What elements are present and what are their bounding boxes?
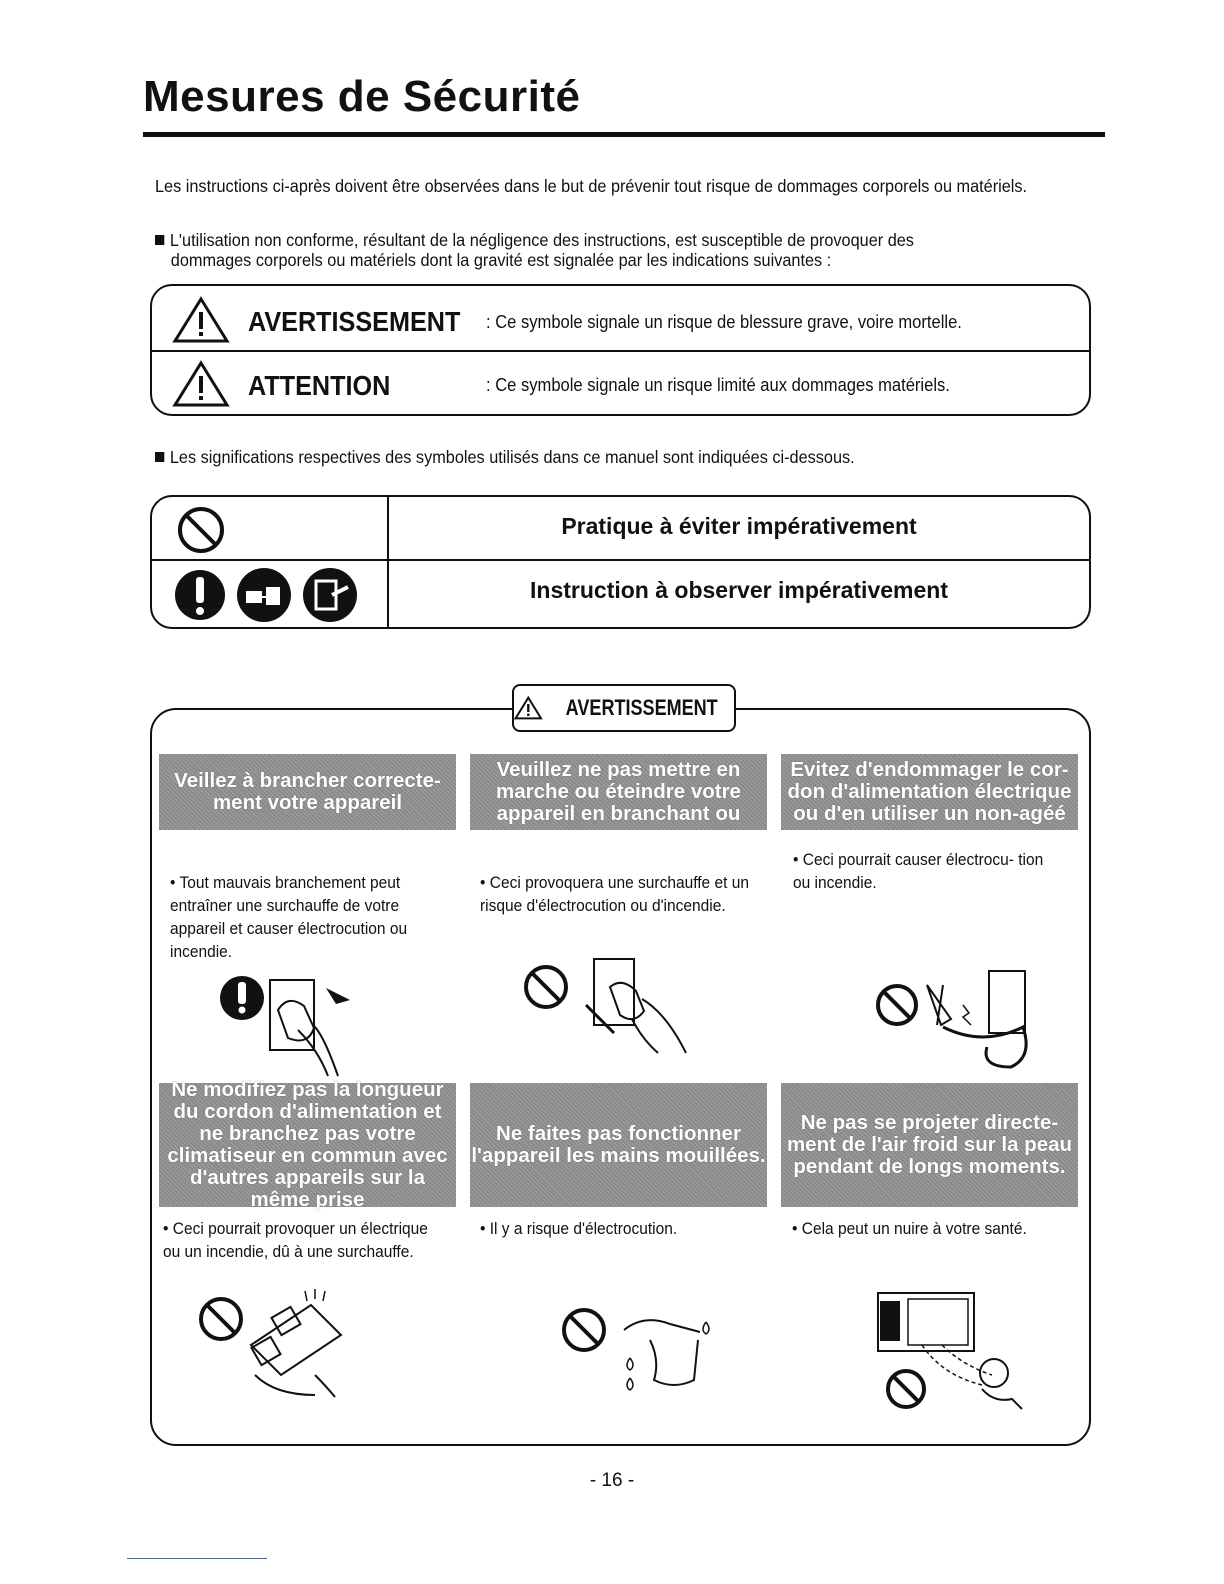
bullet-paragraph-2 xyxy=(155,447,1085,467)
unplug-illustration xyxy=(522,955,712,1055)
warning-heading-6 xyxy=(781,1083,1078,1207)
warning-note-6: • Cela peut un nuire à votre santé. xyxy=(792,1220,1027,1238)
warning-heading-text: Ne faites pas fonctionner l'appareil les mains mouillées. xyxy=(471,1122,766,1167)
page-number: - 16 - xyxy=(589,1470,635,1491)
ground-icon xyxy=(302,567,358,623)
bullet-paragraph-1 xyxy=(155,230,1085,270)
warning-heading-4 xyxy=(159,1078,456,1211)
legend-divider xyxy=(152,350,1089,352)
warning-heading-text: Ne pas se projeter directe- ment de l'air froid sur la peau pendant de longs moments. xyxy=(786,1111,1073,1178)
warning-note-2: • Ceci provoquera une surchauffe et un risque d'électrocution ou d'incendie. xyxy=(480,874,749,915)
bullet-square-icon xyxy=(155,235,164,245)
bullet1-line1: L'utilisation non conforme, résultant de la négligence des instructions, est susceptible de provoquer des xyxy=(169,230,914,250)
warning-heading-2 xyxy=(470,754,767,830)
intro-paragraph: Les instructions ci-après doivent être observées dans le but de prévenir tout risque de dommages corporels ou matériels. xyxy=(155,176,1028,196)
warning-triangle-icon xyxy=(514,693,543,723)
exclamation-icon xyxy=(174,567,226,623)
signal-word-legend xyxy=(150,284,1091,416)
warning-heading-5 xyxy=(470,1083,767,1207)
symbol-text-prohibited: Pratique à éviter impérativement xyxy=(561,513,917,539)
warning-section-label-text: AVERTISSEMENT xyxy=(565,695,718,720)
footer-line xyxy=(127,1558,267,1559)
multi-outlet-illustration xyxy=(195,1285,365,1405)
warning-note-4: • Ceci pourrait provoquer un électrique ou un incendie, dû à une surchauffe. xyxy=(163,1220,428,1261)
warning-note-1: • Tout mauvais branchement peut entraîner une surchauffe de votre appareil et causer électrocution ou incendie. xyxy=(170,874,408,961)
warning-heading-text: Veillez à brancher correcte- ment votre appareil xyxy=(174,769,441,814)
damaged-cord-illustration xyxy=(873,965,1043,1075)
unplug-icon xyxy=(236,567,292,623)
wet-hands-illustration xyxy=(560,1300,730,1410)
warning-heading-text: Ne modifiez pas la longueur du cordon d'alimentation et ne branchez pas votre climatiseur en commun avec d'autres appareils sur la même prise xyxy=(167,1078,448,1211)
legend-divider xyxy=(152,559,1089,561)
warning-heading-3 xyxy=(781,754,1078,830)
signal-label-attention: ATTENTION xyxy=(248,370,391,401)
warning-note-3: • Ceci pourrait causer électrocu- tion ou incendie. xyxy=(793,851,1044,892)
prohibition-icon xyxy=(176,505,226,555)
cold-air-illustration xyxy=(872,1285,1042,1415)
warning-triangle-icon xyxy=(172,296,230,344)
warning-note-5: • Il y a risque d'électrocution. xyxy=(480,1220,678,1238)
bullet-square-icon xyxy=(155,452,164,462)
bullet2-text: Les significations respectives des symboles utilisés dans ce manuel sont indiquées ci-dessous. xyxy=(169,447,855,467)
title-rule xyxy=(143,132,1105,137)
warning-heading-text: Veuillez ne pas mettre en marche ou éteindre votre appareil en branchant ou xyxy=(496,758,741,825)
plug-in-illustration xyxy=(218,970,388,1080)
bullet1-line2: dommages corporels ou matériels dont la gravité est signalée par les indications suivantes : xyxy=(170,250,832,270)
warning-triangle-icon xyxy=(172,360,230,408)
signal-label-avertissement: AVERTISSEMENT xyxy=(248,306,461,337)
warning-heading-1 xyxy=(159,754,456,830)
warning-section-label xyxy=(512,684,736,732)
signal-desc-attention: : Ce symbole signale un risque limité aux dommages matériels. xyxy=(486,375,950,395)
signal-desc-avertissement: : Ce symbole signale un risque de blessure grave, voire mortelle. xyxy=(486,312,962,332)
symbol-legend xyxy=(150,495,1091,629)
symbol-text-mandatory: Instruction à observer impérativement xyxy=(530,577,948,603)
warning-heading-text: Evitez d'endommager le cor- don d'alimentation électrique ou d'en utiliser un non-agéé xyxy=(787,758,1072,825)
page-title: Mesures de Sécurité xyxy=(143,72,581,121)
